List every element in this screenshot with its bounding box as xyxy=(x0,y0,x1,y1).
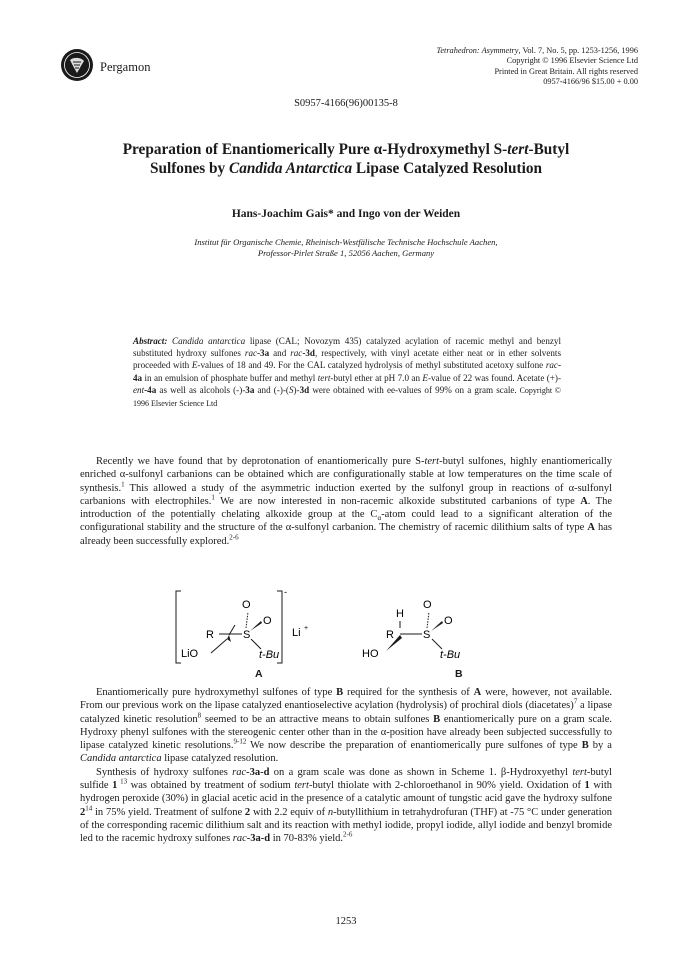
structure-b xyxy=(356,585,486,675)
page-number: 1253 xyxy=(335,916,357,927)
structure-b-drawing xyxy=(356,585,486,675)
structure-b-hydrogen: H xyxy=(396,608,404,620)
structure-a-label: A xyxy=(255,668,263,680)
publisher-name: Pergamon xyxy=(100,60,151,74)
affiliation: Institut für Organische Chemie, Rheinisch-Westfälische Technische Hochschule Aachen, Professor-Pirlet Straße 1, 52056 Aachen, Germany xyxy=(194,237,498,258)
doi: S0957-4166(96)00135-8 xyxy=(294,98,398,109)
abstract-label: Abstract: xyxy=(133,336,168,346)
publisher-logo-icon xyxy=(60,48,94,82)
abstract-copyright: Copyright © 1996 Elsevier Science Ltd xyxy=(133,385,562,409)
structure-b-tbu: t-Bu xyxy=(440,649,461,661)
journal-name: Tetrahedron: Asymmetry xyxy=(436,46,519,55)
journal-info xyxy=(338,46,638,88)
structure-b-r-group: R xyxy=(386,629,394,641)
title-line-2: Sulfones by Candida Antarctica Lipase Catalyzed Resolution xyxy=(149,160,543,177)
printed-line: Printed in Great Britain. All rights reserved xyxy=(494,66,638,76)
journal-citation xyxy=(338,46,638,56)
structure-b-sulfur: S xyxy=(423,629,431,641)
structure-b-ho: HO xyxy=(362,648,379,660)
paragraph-3: Synthesis of hydroxy sulfones rac-3a-d on a gram scale was done as shown in Scheme 1. β-Hydroxyethyl tert-butyl sulfide 1 $^{13}$ was obtained by treatment of sodium tert-butyl thiolate with 2-chloroethanol in 90% yield. Oxidation of 1 with hydrogen peroxide (30%) in glacial acetic acid in the presence of a catalytic amount of tungstic acid gave the hydroxy sulfone $2^{14}$ in 75% yield. Treatment of sulfone 2 with 2.2 equiv of n-butyllithium in tetrahydrofuran (THF) at -75 °C under generation of the corresponding racemic dilithium salt and its reaction with methyl iodide, propyl iodide, allyl iodide and benzyl bromide led to the racemic hydroxy sulfones rac-3a-d in 70-83% yield.$^{2-6}$ xyxy=(80,766,613,845)
paragraph-2: Enantiomerically pure hydroxymethyl sulfones of type B required for the synthesis of A were, however, not available. From our previous work on the lipase catalyzed enantioselective acylation (hydrolysis) of prochiral diols (diacetates)$^7$ a lipase catalyzed kinetic resolution$^8$ seemed to be an attractive means to obtain sulfones B enantiomerically pure on a gram scale. Hydroxy phenyl sulfones with the stereogenic center other than in the α-position have already been subjected successfully to lipase catalyzed kinetic resolutions.$^{9-12}$ We now describe the preparation of enantiomerically pure sulfones of type B by a Candida antarctica lipase catalyzed resolution. xyxy=(80,687,612,765)
structure-b-oxygen-right: O xyxy=(444,615,453,627)
structure-a-li-charge: + xyxy=(304,625,309,632)
structure-a-oxygen-right: O xyxy=(263,615,272,627)
structure-a-sulfur: S xyxy=(243,629,251,641)
structure-a-lio: LiO xyxy=(181,648,199,660)
structure-a xyxy=(173,585,323,675)
paragraph-intro: Recently we have found that by deprotonation of enantiomerically pure S-tert-butyl sulfones, highly enantiomerically enriched α-sulfonyl carbanions can be obtained which are configurationally stable at low temperatures on the time scale of synthesis.$^1$ This allowed a study of the asymmetric induction exerted by the sulfonyl group in reactions of α-sulfonyl carbanions with electrophiles.$^1$ We are now interested in non-racemic alkoxide substituted carbanions of type A. The introduction of the potentially chelating alkoxide group at the $C_\alpha$-atom could lead to a significant alteration of the configurational stability and the structure of the α-sulfonyl carbanion. The chemistry of racemic dilithium salts of type A has already been successfully explored.$^{2-6}$ xyxy=(80,456,613,547)
structure-a-drawing xyxy=(173,585,323,675)
structure-a-charge: - xyxy=(284,587,287,597)
issn-price: 0957-4166/96 $15.00 + 0.00 xyxy=(543,77,638,87)
structure-b-oxygen-top: O xyxy=(423,599,432,611)
journal-volume: , Vol. 7, No. 5, pp. 1253-1256, 1996 xyxy=(518,46,638,55)
authors: Hans-Joachim Gais* and Ingo von der Weiden xyxy=(231,208,461,220)
abstract: Abstract: Candida antarctica lipase (CAL; Novozym 435) catalyzed acylation of racemic methyl and benzyl substituted hydroxy sulfones rac-3a and rac-3d, respectively, with vinyl acetate either neat or in ether solvents proceeded with E-values of 18 and 49. For the CAL catalyzed hydrolysis of methyl substituted acetoxy sulfone rac-4a in an emulsion of phosphate buffer and methyl tert-butyl ether at pH 7.0 an E-value of 22 was found. Acetate (+)-ent-4a as well as alcohols (-)-3a and (-)-(S)-3d were obtained with ee-values of 99% on a gram scale. Copyright © 1996 Elsevier Science Ltd xyxy=(133,336,562,409)
article-title xyxy=(60,140,632,178)
structure-a-oxygen-top: O xyxy=(242,599,251,611)
copyright-line: Copyright © 1996 Elsevier Science Ltd xyxy=(506,56,638,66)
structure-a-tbu: t-Bu xyxy=(259,649,280,661)
structure-a-r-group: R xyxy=(206,629,214,641)
paragraph-body xyxy=(80,686,612,846)
structure-b-label: B xyxy=(455,668,463,680)
structure-a-lithium: Li xyxy=(292,627,301,639)
title-line-1: Preparation of Enantiomerically Pure α-Hydroxymethyl S-tert-Butyl xyxy=(122,141,570,158)
